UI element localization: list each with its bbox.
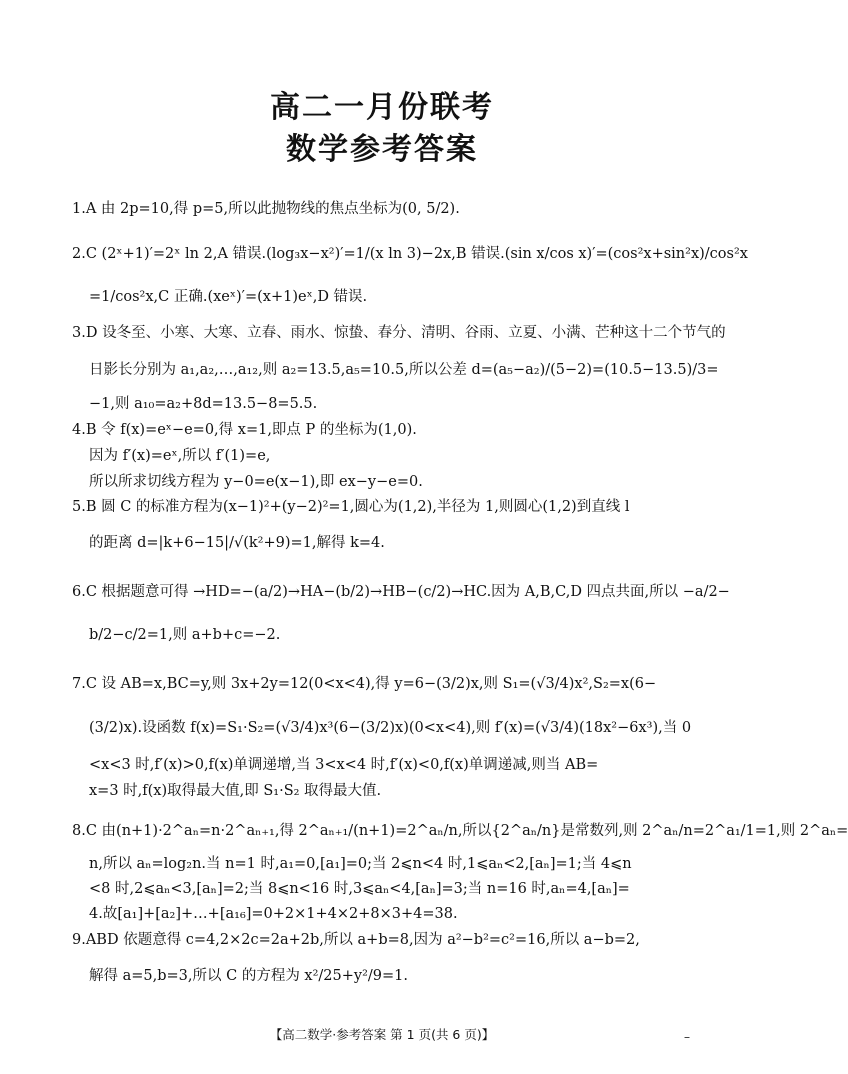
answer-line: 8.C 由(n+1)·2^aₙ=n·2^aₙ₊₁,得 2^aₙ₊₁/(n+1)=2^aₙ/n,所以{2^aₙ/n}是常数列,则 2^aₙ/n=2^a₁/1=1,则 2^aₙ= [72,823,848,839]
answer-line: 日影长分别为 a₁,a₂,…,a₁₂,则 a₂=13.5,a₅=10.5,所以公差 d=(a₅−a₂)/(5−2)=(10.5−13.5)/3= [89,362,719,378]
answer-line: 4.故[a₁]+[a₂]+…+[a₁₆]=0+2×1+4×2+8×3+4=38. [89,906,458,922]
answer-line: 解得 a=5,b=3,所以 C 的方程为 x²/25+y²/9=1. [89,968,408,984]
answer-line: 3.D 设冬至、小寒、大寒、立春、雨水、惊蛰、春分、清明、谷雨、立夏、小满、芒种这十二个节气的 [72,325,726,341]
answer-line: 7.C 设 AB=x,BC=y,则 3x+2y=12(0<x<4),得 y=6−(3/2)x,则 S₁=(√3/4)x²,S₂=x(6− [72,676,657,692]
answer-line: 9.ABD 依题意得 c=4,2×2c=2a+2b,所以 a+b=8,因为 a²−b²=c²=16,所以 a−b=2, [72,932,640,948]
answer-line: 所以所求切线方程为 y−0=e(x−1),即 ex−y−e=0. [89,474,423,490]
answer-line: b/2−c/2=1,则 a+b+c=−2. [89,627,281,643]
answer-line: x=3 时,f(x)取得最大值,即 S₁·S₂ 取得最大值. [89,783,382,799]
answer-line: 1.A 由 2p=10,得 p=5,所以此抛物线的焦点坐标为(0, 5/2). [72,201,460,217]
answer-line: <x<3 时,f′(x)>0,f(x)单调递增,当 3<x<4 时,f′(x)<0,f(x)单调递减,则当 AB= [89,757,599,773]
answer-line: 4.B 令 f(x)=eˣ−e=0,得 x=1,即点 P 的坐标为(1,0). [72,422,417,438]
answer-line: n,所以 aₙ=log₂n.当 n=1 时,a₁=0,[a₁]=0;当 2⩽n<4 时,1⩽aₙ<2,[aₙ]=1;当 4⩽n [89,856,632,872]
page-footer: 【高二数学·参考答案 第 1 页(共 6 页)】 [269,1027,495,1042]
answer-line: 6.C 根据题意可得 →HD=−(a/2)→HA−(b/2)→HB−(c/2)→HC.因为 A,B,C,D 四点共面,所以 −a/2− [72,584,730,600]
answer-line: =1/cos²x,C 正确.(xeˣ)′=(x+1)eˣ,D 错误. [89,289,368,305]
answer-line: 的距离 d=|k+6−15|/√(k²+9)=1,解得 k=4. [89,535,385,551]
answer-line: (3/2)x).设函数 f(x)=S₁·S₂=(√3/4)x³(6−(3/2)x)(0<x<4),则 f′(x)=(√3/4)(18x²−6x³),当 0 [89,720,692,736]
answer-line: 2.C (2ˣ+1)′=2ˣ ln 2,A 错误.(log₃x−x²)′=1/(x ln 3)−2x,B 错误.(sin x/cos x)′=(cos²x+sin²x)/cos²x [72,246,748,262]
answer-line: <8 时,2⩽aₙ<3,[aₙ]=2;当 8⩽n<16 时,3⩽aₙ<4,[aₙ]=3;当 n=16 时,aₙ=4,[aₙ]= [89,881,630,897]
answer-line: 因为 f′(x)=eˣ,所以 f′(1)=e, [89,448,271,464]
footer-mark: – [684,1030,690,1044]
answer-line: −1,则 a₁₀=a₂+8d=13.5−8=5.5. [89,396,318,412]
answer-line: 5.B 圆 C 的标准方程为(x−1)²+(y−2)²=1,圆心为(1,2),半径为 1,则圆心(1,2)到直线 l [72,499,630,515]
page-subtitle: 数学参考答案 [286,132,478,167]
page-title: 高二一月份联考 [270,90,494,125]
